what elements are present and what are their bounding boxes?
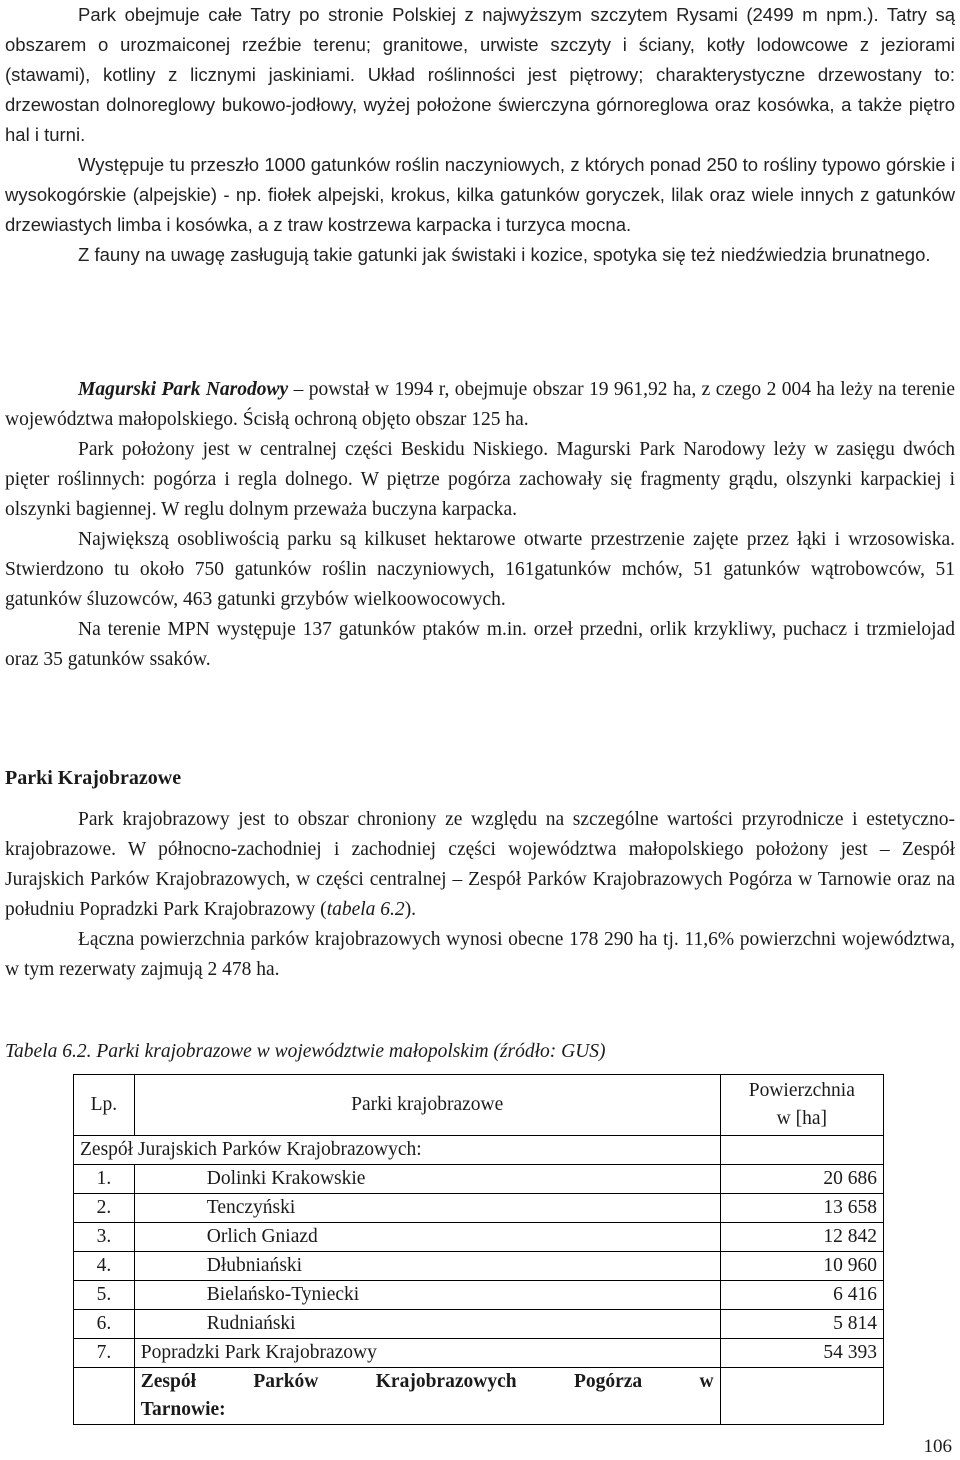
row-name: Bielańsko-Tyniecki xyxy=(134,1281,720,1310)
row-name: Rudniański xyxy=(134,1310,720,1339)
magurski-paragraph-2: Park położony jest w centralnej części Beskidu Niskiego. Magurski Park Narodowy leży w zasięgu dwóch pięter roślinnych: pogórza i regla dolnego. W piętrze pogórza zachowały się fragmenty grądu, olszynki karpackiej i olszynki bagiennej. W reglu dolnym przeważa buczyna karpacka. xyxy=(5,439,955,520)
magurski-park-name: Magurski Park Narodowy xyxy=(78,379,289,400)
group-row-jura xyxy=(74,1136,884,1165)
header-lp: Lp. xyxy=(74,1075,135,1136)
table-row xyxy=(74,1339,884,1368)
tatry-section xyxy=(5,0,955,270)
magurski-section xyxy=(5,375,955,675)
landscape-paragraph-1 xyxy=(5,805,955,925)
tatry-paragraph-1: Park obejmuje całe Tatry po stronie Polskiej z najwyższym szczytem Rysami (2499 m npm.). Tatry są obszarem o urozmaiconej rzeźbie terenu; granitowe, urwiste szczyty i ściany, kotły lodowcowe z jeziorami (stawami), kotliny z licznymi jaskiniami. Układ roślinności jest piętrowy; charakterystyczne drzewostany to: drzewostan dolnoreglowy bukowo-jodłowy, wyżej położone świerczyna górnoreglowa oraz kosówka, a także piętro hal i turni. xyxy=(5,4,955,145)
page-number: 106 xyxy=(923,1436,952,1457)
landscape-paragraph-1-text: Park krajobrazowy jest to obszar chroniony ze względu na szczególne wartości przyrodnicze i estetyczno-krajobrazowe. W północno-zachodniej i zachodniej części województwa małopolskiego położony jest – Zespół Jurajskich Parków Krajobrazowych, w części centralnej – Zespół Parków Krajobrazowych Pogórza w Tarnowie oraz na południu Popradzki Park Krajobrazowy ( xyxy=(5,809,955,920)
group-title-tarnow-line-1: Zespół Parków Krajobrazowych Pogórza w xyxy=(140,1371,714,1392)
magurski-paragraph-1 xyxy=(5,375,955,435)
group-title-tarnow-line-2: Tarnowie: xyxy=(140,1399,226,1420)
row-area: 13 658 xyxy=(720,1194,883,1223)
table-row xyxy=(74,1223,884,1252)
table-row xyxy=(74,1310,884,1339)
header-area-line-2: w [ha] xyxy=(776,1108,827,1129)
row-area: 54 393 xyxy=(720,1339,883,1368)
row-lp: 7. xyxy=(74,1339,135,1368)
row-name: Dolinki Krakowskie xyxy=(134,1165,720,1194)
magurski-paragraph-1-text: – powstał w 1994 r, obejmuje obszar 19 961,92 ha, z czego 2 004 ha leży na terenie województwa małopolskiego. Ścisłą ochroną objęto obszar 125 ha. xyxy=(5,379,955,430)
table-reference: tabela 6.2 xyxy=(326,899,405,920)
header-area xyxy=(720,1075,883,1136)
table-header-row xyxy=(74,1075,884,1136)
tatry-paragraph-3: Z fauny na uwagę zasługują takie gatunki jak świstaki i kozice, spotyka się też niedźwiedzia brunatnego. xyxy=(78,244,931,265)
row-lp: 3. xyxy=(74,1223,135,1252)
row-name: Orlich Gniazd xyxy=(134,1223,720,1252)
group-area-empty xyxy=(720,1136,883,1165)
row-lp: 2. xyxy=(74,1194,135,1223)
row-area: 5 814 xyxy=(720,1310,883,1339)
header-name: Parki krajobrazowe xyxy=(134,1075,720,1136)
magurski-paragraph-3: Największą osobliwością parku są kilkuset hektarowe otwarte przestrzenie zajęte przez łąki i wrzosowiska. Stwierdzono tu około 750 gatunków roślin naczyniowych, 161gatunków mchów, 51 gatunków wątrobowców, 51 gatunków śluzowców, 463 gatunki grzybów wielkoowocowych. xyxy=(5,529,955,610)
table-caption: Tabela 6.2. Parki krajobrazowe w województwie małopolskim (źródło: GUS) xyxy=(5,1041,606,1062)
table-row xyxy=(74,1252,884,1281)
row-area: 20 686 xyxy=(720,1165,883,1194)
group-area-empty xyxy=(720,1368,883,1425)
row-lp: 5. xyxy=(74,1281,135,1310)
row-lp: 6. xyxy=(74,1310,135,1339)
landscape-paragraph-1-end: ). xyxy=(404,899,417,920)
table-row xyxy=(74,1165,884,1194)
group-row-tarnow xyxy=(74,1368,884,1425)
section-heading: Parki Krajobrazowe xyxy=(5,767,182,789)
group-lp-empty xyxy=(74,1368,135,1425)
row-lp: 4. xyxy=(74,1252,135,1281)
landscape-paragraph-2: Łączna powierzchnia parków krajobrazowych wynosi obecne 178 290 ha tj. 11,6% powierzchni województwa, w tym rezerwaty zajmują 2 478 ha. xyxy=(5,929,955,980)
row-name: Dłubniański xyxy=(134,1252,720,1281)
header-area-line-1: Powierzchnia xyxy=(748,1080,855,1101)
row-name: Popradzki Park Krajobrazowy xyxy=(134,1339,720,1368)
row-name: Tenczyński xyxy=(134,1194,720,1223)
tatry-paragraph-2: Występuje tu przeszło 1000 gatunków roślin naczyniowych, z których ponad 250 to rośliny typowo górskie i wysokogórskie (alpejskie) - np. fiołek alpejski, krokus, kilka gatunków goryczek, lilak oraz wiele innych z gatunków drzewiastych limba i kosówka, a z traw kostrzewa karpacka i turzyca mocna. xyxy=(5,154,955,235)
row-area: 10 960 xyxy=(720,1252,883,1281)
landscape-parks-section xyxy=(5,805,955,985)
group-title-tarnow xyxy=(134,1368,720,1425)
row-area: 6 416 xyxy=(720,1281,883,1310)
row-lp: 1. xyxy=(74,1165,135,1194)
table-row xyxy=(74,1194,884,1223)
row-area: 12 842 xyxy=(720,1223,883,1252)
group-title-jura: Zespół Jurajskich Parków Krajobrazowych: xyxy=(74,1136,721,1165)
magurski-paragraph-4: Na terenie MPN występuje 137 gatunków ptaków m.in. orzeł przedni, orlik krzykliwy, puchacz i trzmielojad oraz 35 gatunków ssaków. xyxy=(5,619,955,670)
landscape-parks-table xyxy=(73,1074,884,1425)
table-row xyxy=(74,1281,884,1310)
